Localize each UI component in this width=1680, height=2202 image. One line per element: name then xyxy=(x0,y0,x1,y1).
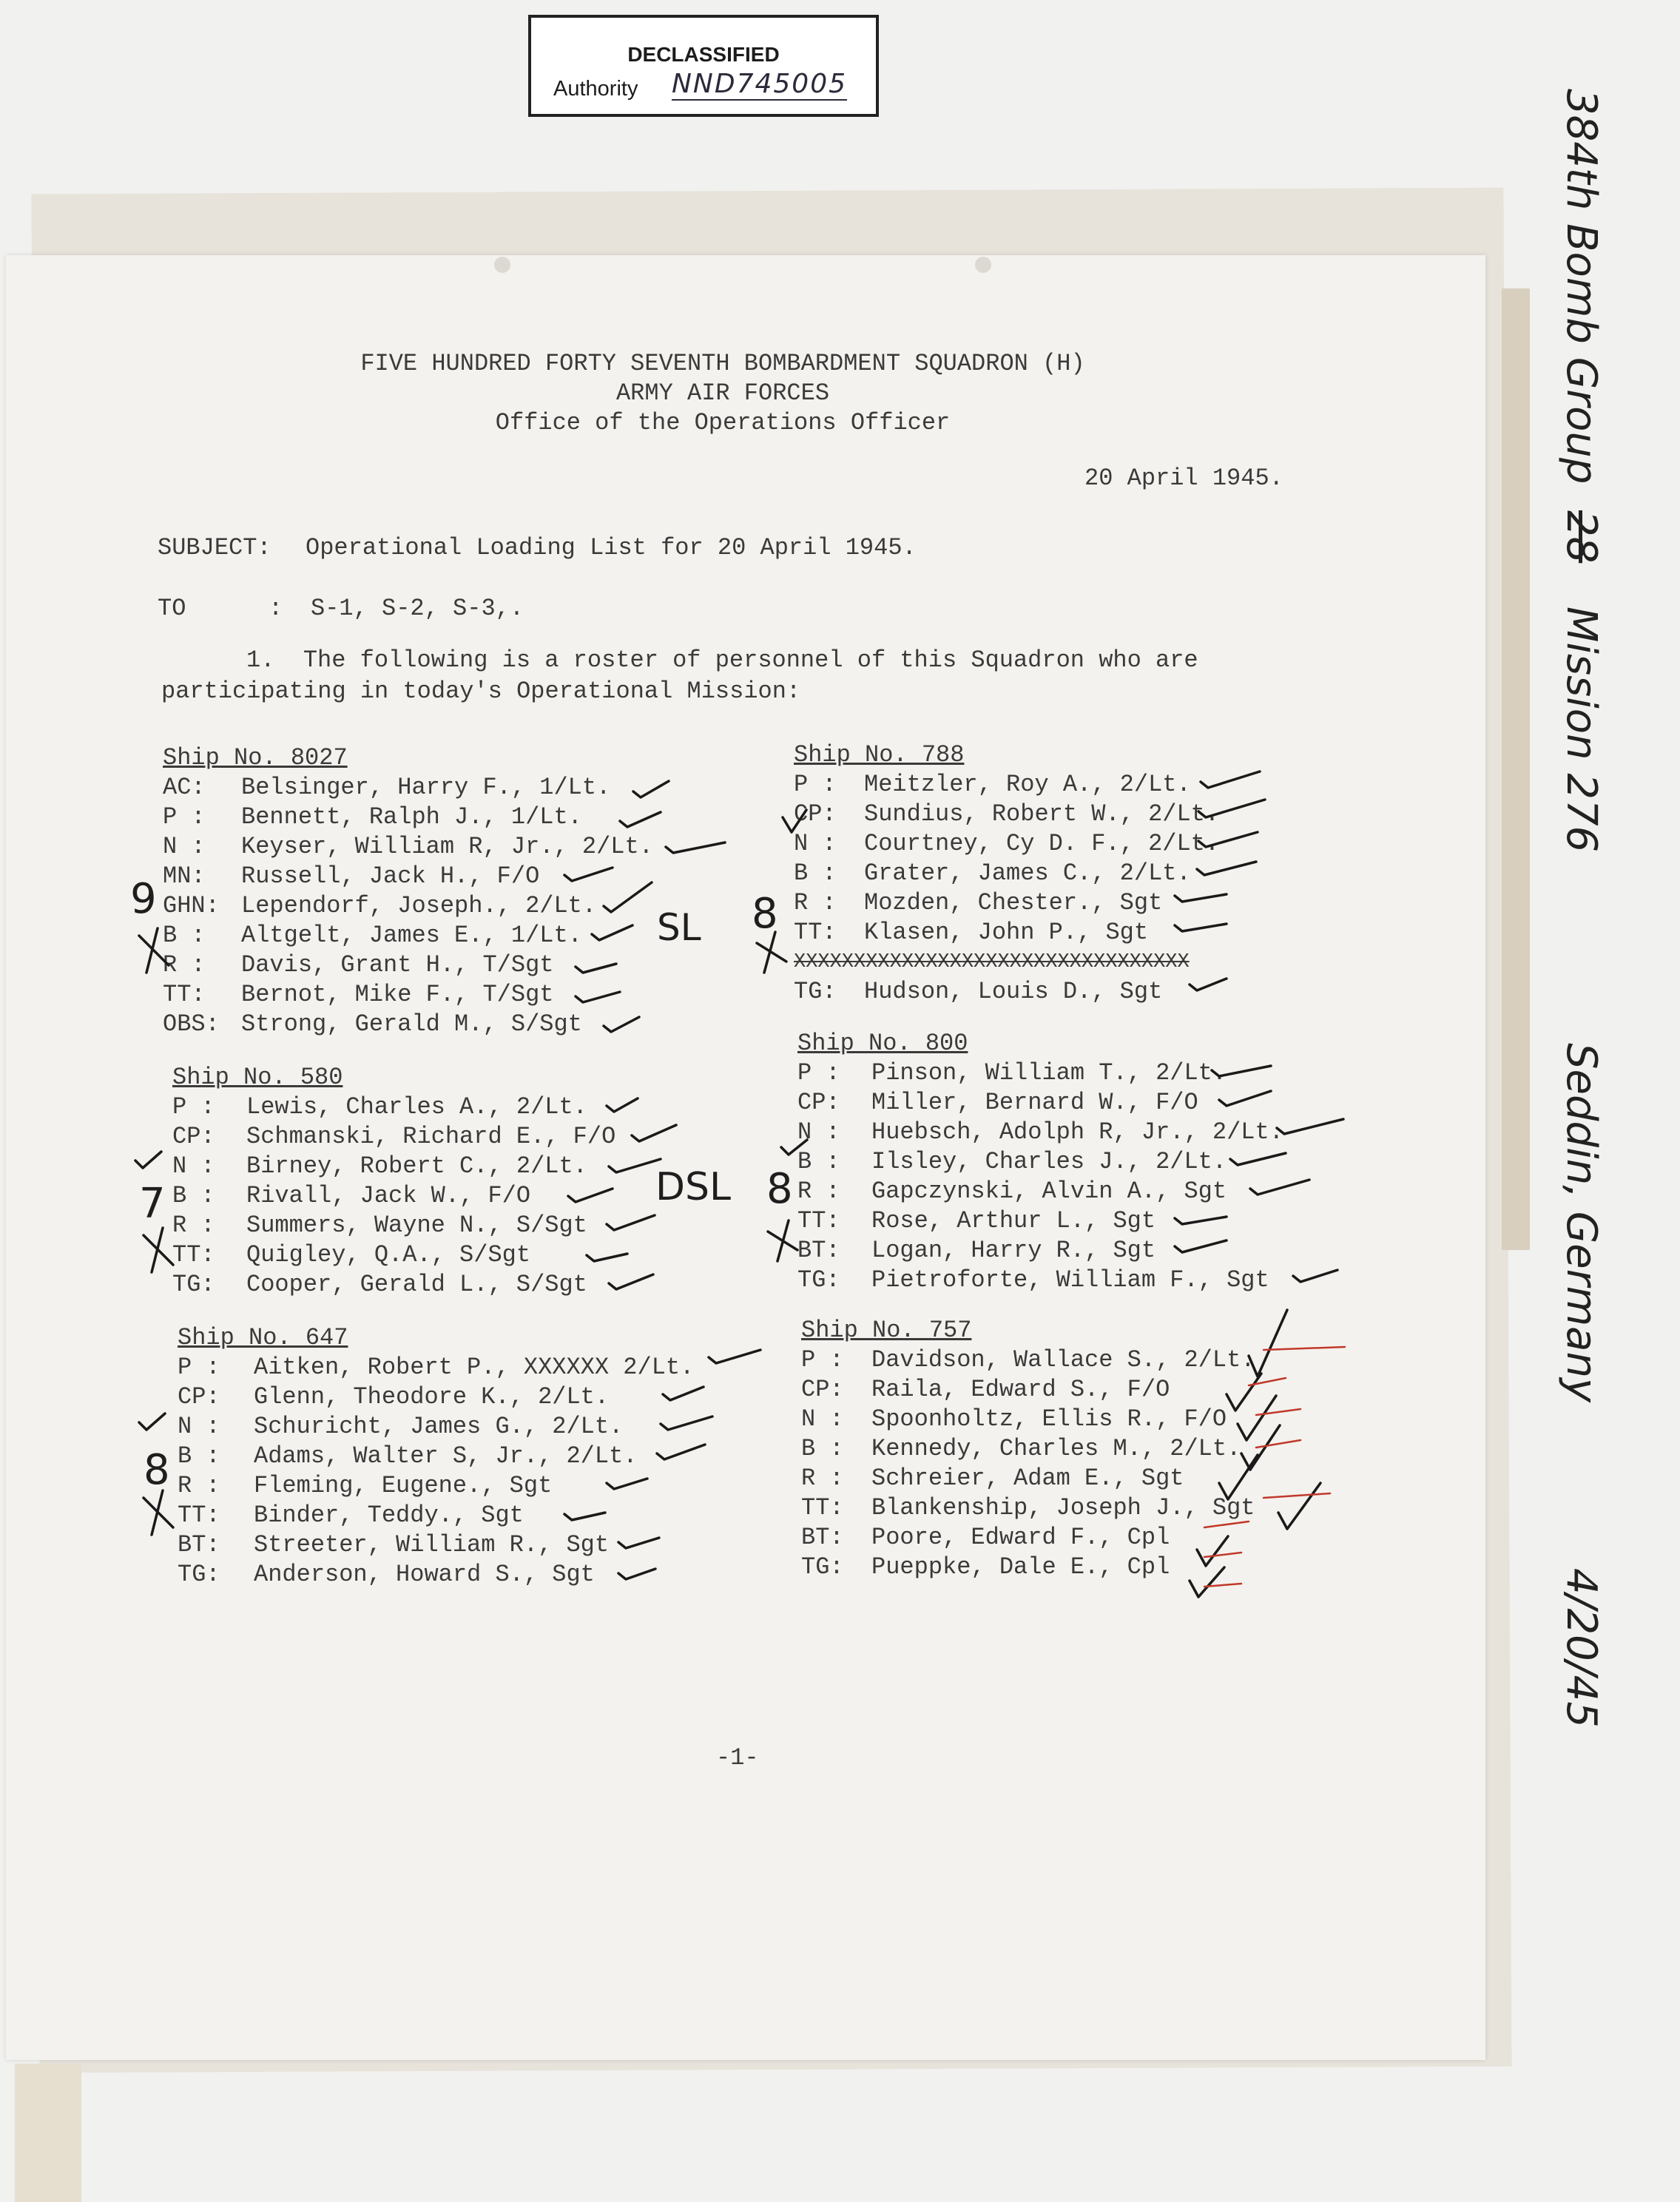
handwritten-number: 8 xyxy=(766,1165,793,1213)
crew-position: B : xyxy=(178,1442,220,1470)
crew-position: TG: xyxy=(801,1553,844,1581)
crew-position: TT: xyxy=(797,1207,840,1235)
crew-name: Birney, Robert C., 2/Lt. xyxy=(246,1152,587,1180)
punch-hole xyxy=(975,257,991,273)
crew-name: Meitzler, Roy A., 2/Lt. xyxy=(864,771,1191,798)
crew-name: Huebsch, Adolph R, Jr., 2/Lt. xyxy=(871,1118,1283,1146)
crew-position: TT: xyxy=(794,919,837,946)
crew-position: R : xyxy=(178,1472,220,1499)
crew-position: GHN: xyxy=(163,892,220,919)
handwritten-number: 9 xyxy=(130,875,157,923)
crew-position: BT: xyxy=(801,1524,844,1551)
crew-position: N : xyxy=(794,830,837,857)
crew-position: B : xyxy=(172,1182,215,1209)
crew-name: Rivall, Jack W., F/O xyxy=(246,1182,531,1209)
crew-position: R : xyxy=(172,1212,215,1239)
subject-label: SUBJECT: xyxy=(158,534,271,561)
ship-8027-title: Ship No. 8027 xyxy=(163,744,348,771)
crew-position: CP: xyxy=(797,1089,840,1116)
crew-position: BT: xyxy=(178,1531,220,1558)
crew-name: Streeter, William R., Sgt xyxy=(254,1531,610,1558)
folder-edge xyxy=(15,2064,81,2202)
handwritten-sl: SL xyxy=(657,906,701,949)
paragraph-line: participating in today's Operational Mission: xyxy=(161,678,801,705)
crew-position: N : xyxy=(801,1405,844,1433)
underlying-sheet-edge xyxy=(1502,288,1530,1250)
crew-position: B : xyxy=(801,1435,844,1462)
handwritten-margin-note xyxy=(1539,89,1605,1982)
paragraph-line: 1. The following is a roster of personnel of this Squadron who are xyxy=(246,646,1198,674)
margin-unit: 384th Bomb Group xyxy=(1557,89,1605,484)
crew-name: Keyser, William R, Jr., 2/Lt. xyxy=(241,833,653,860)
handwritten-number: 8 xyxy=(752,890,778,938)
crew-position: R : xyxy=(163,951,206,979)
crew-name: Rose, Arthur L., Sgt xyxy=(871,1207,1156,1235)
crew-position: P : xyxy=(178,1354,220,1381)
crew-position: P : xyxy=(794,771,837,798)
crew-name: Hudson, Louis D., Sgt xyxy=(864,978,1163,1005)
crew-position: TG: xyxy=(797,1266,840,1294)
office-heading: Office of the Operations Officer xyxy=(495,409,951,436)
crew-name: Bennett, Ralph J., 1/Lt. xyxy=(241,803,582,831)
margin-mission: Mission 276 xyxy=(1557,607,1605,853)
handwritten-number: 7 xyxy=(139,1180,166,1228)
crew-name: Sundius, Robert W., 2/Lt. xyxy=(864,800,1220,828)
crew-name: Kennedy, Charles M., 2/Lt. xyxy=(871,1435,1241,1462)
crew-name: Courtney, Cy D. F., 2/Lt. xyxy=(864,830,1220,857)
crew-position: P : xyxy=(172,1093,215,1121)
crew-position: TT: xyxy=(178,1502,220,1529)
crew-name: Klasen, John P., Sgt xyxy=(864,919,1149,946)
margin-target: Seddin, Germany xyxy=(1557,1043,1605,1403)
handwritten-checkmarks xyxy=(6,255,1485,2060)
handwritten-dsl: DSL xyxy=(655,1165,732,1209)
crew-name: Schuricht, James G., 2/Lt. xyxy=(254,1413,624,1440)
crew-name: Altgelt, James E., 1/Lt. xyxy=(241,922,582,949)
squadron-heading: FIVE HUNDRED FORTY SEVENTH BOMBARDMENT SQUADRON (H) xyxy=(360,350,1085,377)
crew-name: Aitken, Robert P., XXXXXX 2/Lt. xyxy=(254,1354,695,1381)
crew-position: B : xyxy=(797,1148,840,1175)
to-recipients: S-1, S-2, S-3,. xyxy=(311,595,524,622)
crew-name: Mozden, Chester., Sgt xyxy=(864,889,1163,916)
crew-position: B : xyxy=(163,922,206,949)
crew-name: Pietroforte, William F., Sgt xyxy=(871,1266,1269,1294)
crew-position: N : xyxy=(163,833,206,860)
crew-name: Binder, Teddy., Sgt xyxy=(254,1502,524,1529)
crew-name: Logan, Harry R., Sgt xyxy=(871,1237,1156,1264)
crew-name: Cooper, Gerald L., S/Sgt xyxy=(246,1271,587,1298)
declassified-stamp xyxy=(528,15,879,117)
subject-text: Operational Loading List for 20 April 1945. xyxy=(306,534,917,561)
crew-name: Davis, Grant H., T/Sgt xyxy=(241,951,554,979)
crew-position: B : xyxy=(794,859,837,887)
crew-name: Adams, Walter S, Jr., 2/Lt. xyxy=(254,1442,638,1470)
crew-position: N : xyxy=(797,1118,840,1146)
crew-name: Schreier, Adam E., Sgt xyxy=(871,1465,1184,1492)
handwritten-number: 8 xyxy=(144,1446,170,1494)
crew-name: Poore, Edward F., Cpl xyxy=(871,1524,1170,1551)
ship-788-title: Ship No. 788 xyxy=(794,741,965,769)
page-number: -1- xyxy=(716,1744,759,1772)
crew-position: CP: xyxy=(178,1383,220,1411)
crew-name: Lependorf, Joseph., 2/Lt. xyxy=(241,892,597,919)
stamp-authority-label: Authority xyxy=(553,77,638,101)
crew-position: CP: xyxy=(172,1123,215,1150)
margin-date: 4/20/45 xyxy=(1557,1568,1605,1728)
crew-name: Davidson, Wallace S., 2/Lt. xyxy=(871,1346,1255,1374)
ship-647-title: Ship No. 647 xyxy=(178,1324,348,1351)
crew-position: R : xyxy=(801,1465,844,1492)
crew-position: N : xyxy=(178,1413,220,1440)
crew-name: Pueppke, Dale E., Cpl xyxy=(871,1553,1170,1581)
crew-name: Glenn, Theodore K., 2/Lt. xyxy=(254,1383,610,1411)
punch-hole xyxy=(494,257,510,273)
document-date: 20 April 1945. xyxy=(1084,465,1283,492)
crew-position: BT: xyxy=(797,1237,840,1264)
organization-heading: ARMY AIR FORCES xyxy=(615,379,830,407)
crew-name: Strong, Gerald M., S/Sgt xyxy=(241,1010,582,1038)
crew-name: Summers, Wayne N., S/Sgt xyxy=(246,1212,587,1239)
crew-position: P : xyxy=(163,803,206,831)
crew-position: TT: xyxy=(172,1241,215,1269)
to-label: TO xyxy=(158,595,186,622)
margin-struck-number: 28 xyxy=(1557,510,1605,564)
crew-position: OBS: xyxy=(163,1010,220,1038)
crew-position: TG: xyxy=(172,1271,215,1298)
document-page xyxy=(6,255,1485,2060)
crew-position: R : xyxy=(794,889,837,916)
ship-580-title: Ship No. 580 xyxy=(172,1064,343,1091)
to-separator: : xyxy=(269,595,283,622)
crew-name: Spoonholtz, Ellis R., F/O xyxy=(871,1405,1227,1433)
ship-757-title: Ship No. 757 xyxy=(801,1317,972,1344)
crew-position: CP: xyxy=(801,1376,844,1403)
stamp-authority-value: NND745005 xyxy=(672,69,848,99)
crew-position: TG: xyxy=(794,978,837,1005)
crew-position: MN: xyxy=(163,862,206,890)
crew-name: Miller, Bernard W., F/O xyxy=(871,1089,1198,1116)
crew-name: Grater, James C., 2/Lt. xyxy=(864,859,1191,887)
ship-800-title: Ship No. 800 xyxy=(797,1030,968,1057)
crew-name: Russell, Jack H., F/O xyxy=(241,862,540,890)
crew-name: Anderson, Howard S., Sgt xyxy=(254,1561,595,1588)
crew-name: Belsinger, Harry F., 1/Lt. xyxy=(241,774,611,801)
crew-name: Pinson, William T., 2/Lt. xyxy=(871,1059,1227,1087)
crew-position: CP: xyxy=(794,800,837,828)
crew-name: Raila, Edward S., F/O xyxy=(871,1376,1170,1403)
crew-name: Ilsley, Charles J., 2/Lt. xyxy=(871,1148,1227,1175)
crew-position: TG: xyxy=(178,1561,220,1588)
crew-name: Fleming, Eugene., Sgt xyxy=(254,1472,553,1499)
crew-position: P : xyxy=(801,1346,844,1374)
crew-name: Quigley, Q.A., S/Sgt xyxy=(246,1241,531,1269)
crew-name: Bernot, Mike F., T/Sgt xyxy=(241,981,554,1008)
crew-position: R : xyxy=(797,1178,840,1205)
crew-position: TT: xyxy=(163,981,206,1008)
crew-name: Gapczynski, Alvin A., Sgt xyxy=(871,1178,1227,1205)
crew-name: Lewis, Charles A., 2/Lt. xyxy=(246,1093,587,1121)
crew-position: TT: xyxy=(801,1494,844,1522)
crew-position: AC: xyxy=(163,774,206,801)
crew-position: P : xyxy=(797,1059,840,1087)
stamp-title: DECLASSIFIED xyxy=(627,43,780,66)
crew-name: Blankenship, Joseph J., Sgt xyxy=(871,1494,1255,1522)
crew-position: N : xyxy=(172,1152,215,1180)
crew-name: Schmanski, Richard E., F/O xyxy=(246,1123,616,1150)
struck-line: XXXXXXXXXXXXXXXXXXXXXXXXXXXXXXXXX xyxy=(794,951,1190,973)
